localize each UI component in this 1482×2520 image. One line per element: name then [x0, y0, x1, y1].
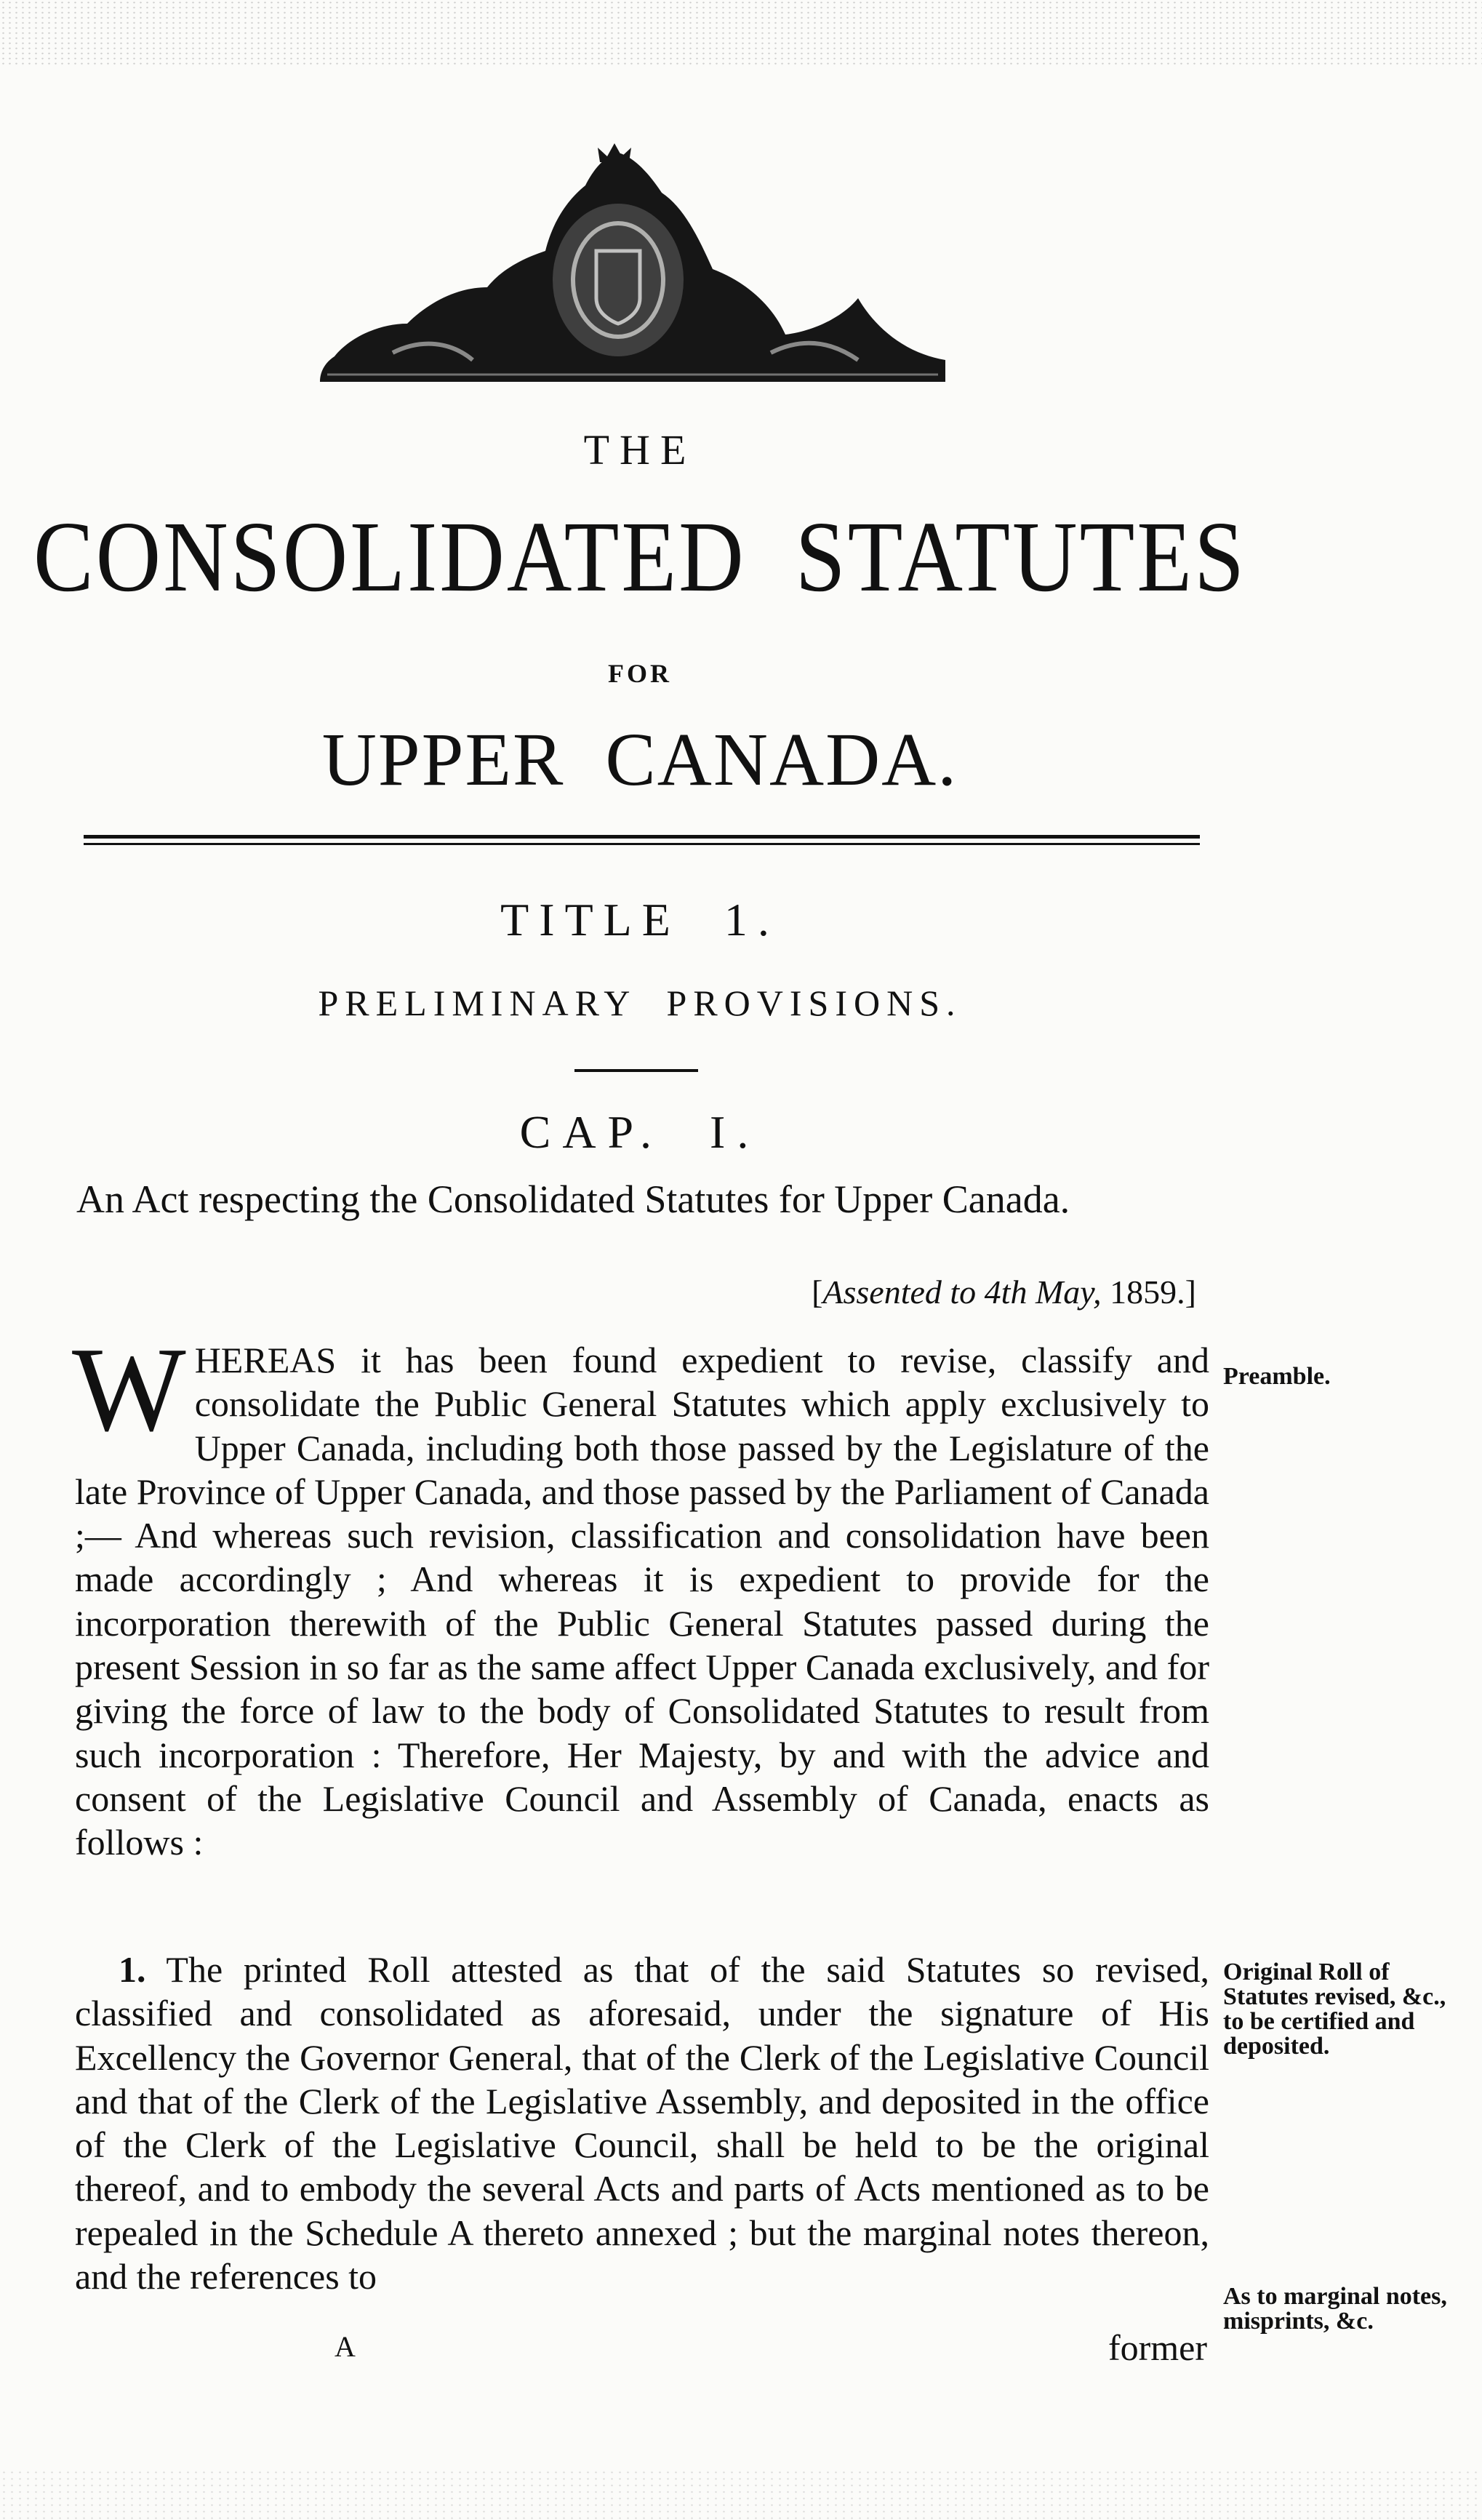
margin-note-marginal-notes: As to marginal notes, misprints, &c. — [1223, 2283, 1447, 2335]
margin-note-original-roll: Original Roll of Statutes revised, &c., to be certified and deposited. — [1223, 1959, 1446, 2060]
double-rule-divider — [84, 835, 1200, 848]
title-number: TITLE 1. — [500, 894, 780, 945]
preamble-text: HEREAS it has been found expedient to revise, classify and consolidate the Public General Statutes which apply exclusively to Upper Canada, including both those passed by the Legislature of the late Province of Upper Canada, and those passed by the Parliament of Canada ;— And whereas such revision, classification and consolidation have been made accordingly ; And whereas it is expedient to provide for the incorporation therewith of the Public General Statutes passed during the present Session in so far as the same affect Upper Canada exclusively, and for giving the force of law to the body of Consolidated Statutes to result from such incorporation : Therefore, Her Majesty, by and with the advice and consent of the Legislative Council and Assembly of Canada, enacts as follows : — [75, 1340, 1209, 1863]
assent-date: [Assented to 4th May, 1859.] — [812, 1273, 1196, 1311]
section-number: 1. — [119, 1949, 146, 1990]
province-title: UPPER CANADA. — [321, 718, 958, 801]
page-speckle-top — [0, 0, 1482, 65]
act-title: An Act respecting the Consolidated Statutes for Upper Canada. — [76, 1177, 1070, 1221]
preamble-paragraph — [72, 1322, 1209, 1865]
catchword: former — [1108, 2327, 1207, 2368]
margin-note-preamble: Preamble. — [1223, 1363, 1331, 1390]
short-rule-divider — [574, 1069, 698, 1072]
section-1-paragraph — [75, 1948, 1209, 2298]
title-for: FOR — [608, 659, 672, 688]
main-title: CONSOLIDATED STATUTES — [33, 500, 1247, 613]
royal-coat-of-arms-icon — [305, 142, 960, 393]
title-subtitle: PRELIMINARY PROVISIONS. — [318, 983, 962, 1023]
title-the: THE — [583, 426, 697, 473]
page-speckle-bottom — [0, 2469, 1482, 2520]
chapter-number: CAP. I. — [519, 1106, 761, 1158]
signature-mark: A — [335, 2330, 356, 2363]
drop-cap: W — [72, 1322, 186, 1456]
section-1-text: The printed Roll attested as that of the said Statutes so revised, classified and consolidated as aforesaid, under the signature of His Excellency the Governor General, that of the Clerk of the Legislative Council and that of the Clerk of the Legislative Assembly, and deposited in the office of the Clerk of the Legislative Council, shall be held to be the original thereof, and to embody the several Acts and parts of Acts mentioned as to be repealed in the Schedule A thereto annexed ; but the marginal notes thereon, and the references to — [75, 1949, 1209, 2297]
